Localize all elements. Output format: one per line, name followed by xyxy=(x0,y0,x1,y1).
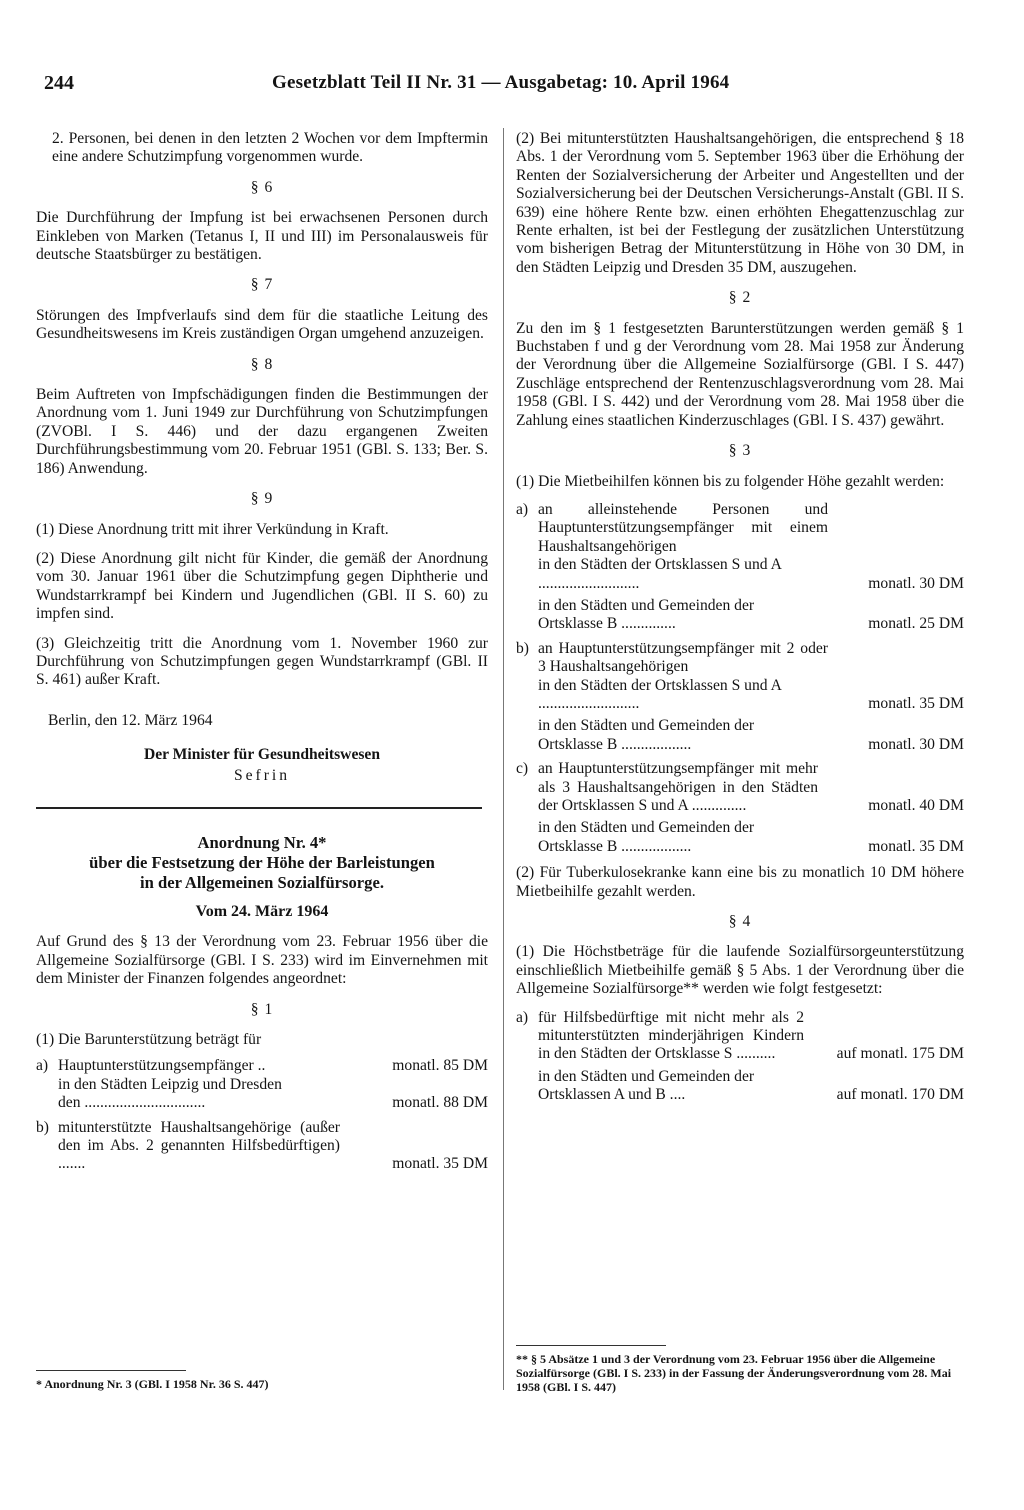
item-a-sub-1: in den Städten der Ortsklassen S und A .......................... xyxy=(538,556,781,592)
item-label: b) xyxy=(516,639,529,657)
footnote-right xyxy=(516,1345,964,1394)
item-b-text: an Hauptunterstützungsempfänger mit 2 oder 3 Haushaltsangehörigen xyxy=(538,639,828,676)
section-8-text: Beim Auftreten von Impfschädigungen finden die Bestimmungen der Anordnung vom 1. Juni 1949 zur Durchführung von Schutzimpfungen (ZVOBl. I S. 446) und der dazu ergangenen Zweiten Durchführungsbestimmung vom 20. Februar 1951 (GBl. S. 133; Ber. S. 186) Anwendung. xyxy=(36,386,488,477)
item-a-line-2: in den Städten Leipzig und Dresden xyxy=(58,1075,282,1093)
item-b-sub-2: in den Städten und Gemeinden der Ortsklasse B .................. xyxy=(538,717,755,753)
gazette-title: Gesetzblatt Teil II Nr. 31 — Ausgabetag: 10. April 1964 xyxy=(272,72,730,93)
item-label: c) xyxy=(516,760,529,778)
section-2-text: Zu den im § 1 festgesetzten Barunterstützungen werden gemäß § 1 Buchstaben f und g der Verordnung vom 28. Mai 1958 zur Änderung der Verordnung über die Allgemeine Sozialfürsorge (GBl. I S. 447) Zuschläge entsprechend der Rentenzuschlagsverordnung vom 28. Mai 1958 (GBl. I S. 442) und der Verordnung vom 28. Mai 1958 über die Zahlung eines staatlichen Kinderzuschlages (GBl. I S. 437) gewährt. xyxy=(516,319,964,429)
item-a-amount-1: monatl. 85 DM xyxy=(392,1057,488,1075)
item-b-amount: monatl. 35 DM xyxy=(392,1155,488,1173)
section-heading-3: § 3 xyxy=(728,442,752,460)
minister-title: Der Minister für Gesundheitswesen xyxy=(143,746,381,764)
section-heading-7: § 7 xyxy=(250,276,274,294)
section-6-text: Die Durchführung der Impfung ist bei erwachsenen Personen durch Einkleben von Marken (Tetanus I, II und III) im Personalausweis für deutsche Staatsbürger zu bestätigen. xyxy=(36,209,488,264)
signer-name: Sefrin xyxy=(233,766,291,784)
section-7-text: Störungen des Impfverlaufs sind dem für die staatliche Leitung des Gesundheitswesens im Kreis zuständigen Organ umgehend anzuzeigen. xyxy=(36,306,488,343)
item-a-sub-2: in den Städten und Gemeinden der Ortsklasse B .............. xyxy=(538,596,755,633)
section-heading-6: § 6 xyxy=(250,178,274,196)
section-3-para-1: (1) Die Mietbeihilfen können bis zu folgender Höhe gezahlt werden: xyxy=(516,472,945,490)
item-c-text: an Hauptunterstützungsempfänger mit mehr als 3 Haushaltsangehörigen in den Städten der Ortsklassen S und A .............. xyxy=(538,760,818,814)
section-separator xyxy=(36,807,482,809)
section-heading-2: § 2 xyxy=(728,289,752,307)
list-item-a xyxy=(36,1057,488,1112)
item-b-sub-1: in den Städten der Ortsklassen S und A .......................... xyxy=(538,676,781,712)
left-column xyxy=(36,130,488,1465)
item-a-amount-2: monatl. 25 DM xyxy=(868,615,964,633)
section-9-para-2: (2) Diese Anordnung gilt nicht für Kinder, die gemäß der Anordnung vom 30. Januar 1961 über die Schutzimpfung gegen Diphtherie und Wundstarrkrampf bei Kindern und Jugendlichen (GBl. II S. 60) zu impfen sind. xyxy=(36,549,488,623)
ordinance-title xyxy=(36,833,488,893)
item-c-amount-2: monatl. 35 DM xyxy=(868,837,964,855)
section-heading-4: § 4 xyxy=(728,913,752,931)
item-label: b) xyxy=(36,1118,49,1136)
item-a-line-2b: den ............................... xyxy=(58,1094,206,1112)
section-9-para-3: (3) Gleichzeitig tritt die Anordnung vom 1. November 1960 zur Durchführung von Schutzimpfungen gegen Wundstarrkrampf (GBl. II S. 461) außer Kraft. xyxy=(36,634,488,689)
footnote-text: * Anordnung Nr. 3 (GBl. I 1958 Nr. 36 S. 447) xyxy=(36,1377,269,1391)
item-label: a) xyxy=(36,1057,49,1075)
list-item-b xyxy=(36,1119,488,1174)
footnote-text: ** § 5 Absätze 1 und 3 der Verordnung vom 23. Februar 1956 über die Allgemeine Sozialfürsorge (GBl. I S. 233) in der Fassung der Änderungsverordnung vom 28. Mai 1958 (GBl. I S. 447) xyxy=(516,1352,952,1394)
item-c-sub-2: in den Städten und Gemeinden der Ortsklasse B .................. xyxy=(538,819,755,855)
ordinance-title-line-2: über die Festsetzung der Höhe der Barleistungen xyxy=(89,852,435,872)
section-heading-8: § 8 xyxy=(250,355,274,373)
section-heading-9: § 9 xyxy=(250,490,274,508)
footnote-left xyxy=(36,1370,488,1391)
column-divider xyxy=(503,128,504,1390)
item-a-text: an alleinstehende Personen und Hauptunterstützungsempfänger mit einem Haushaltsangehörigen xyxy=(538,500,828,555)
footnote-rule xyxy=(36,1370,186,1371)
footnote-rule xyxy=(516,1345,666,1346)
item-a-line-1: Hauptunterstützungsempfänger .. xyxy=(58,1057,266,1075)
section-1-para-2: (2) Bei mitunterstützten Haushaltsangehörigen, die entsprechend § 18 Abs. 1 der Verordnung vom 5. September 1963 über die Erhöhung der Renten der Sozialversicherung der Arbeiter und Angestellten und der Sozialversicherung bei der Deutschen Versicherungs-Anstalt (GBl. II S. 639) eine höhere Rente bzw. einen erhöhten Ehegattenzuschlag zur Rente erhalten, ist bei der Festlegung der zusätzlichen Unterstützung vom bisherigen Betrag der Mitunterstützung in Höhe von 30 DM, in den Städten Leipzig und Dresden 35 DM, auszugehen. xyxy=(516,130,964,276)
item-b-text: mitunterstützte Haushaltsangehörige (außer den im Abs. 2 genannten Hilfsbedürftigen) ....... xyxy=(58,1118,340,1173)
section-9-para-1: (1) Diese Anordnung tritt mit ihrer Verkündung in Kraft. xyxy=(36,520,389,538)
section-1-para-1: (1) Die Barunterstützung beträgt für xyxy=(36,1031,262,1048)
ordinance-title-line-1: Anordnung Nr. 4* xyxy=(197,832,327,852)
list-item-c xyxy=(516,760,964,856)
item-b-amount-1: monatl. 35 DM xyxy=(868,694,964,712)
ordinance-title-line-3: in der Allgemeinen Sozialfürsorge. xyxy=(140,872,384,892)
list-item-a xyxy=(516,501,964,634)
list-item-a xyxy=(516,1009,964,1105)
preamble: Auf Grund des § 13 der Verordnung vom 23. Februar 1956 über die Allgemeine Sozialfürsorge (GBl. I S. 233) wird im Einvernehmen mit dem Minister der Finanzen folgendes angeordnet: xyxy=(36,933,488,988)
list-item-b xyxy=(516,640,964,754)
item-s4a-amount-2: auf monatl. 170 DM xyxy=(836,1086,964,1104)
item-s4a-amount-1: auf monatl. 175 DM xyxy=(836,1045,964,1063)
page-header xyxy=(44,72,960,98)
item-c-amount-1: monatl. 40 DM xyxy=(868,797,964,814)
ordinance-date: Vom 24. März 1964 xyxy=(195,902,329,920)
section-4-para-1: (1) Die Höchstbeträge für die laufende Sozialfürsorgeunterstützung einschließlich Mietbeihilfe gemäß § 5 Abs. 1 der Verordnung über die Allgemeine Sozialfürsorge** werden wie folgt festgesetzt: xyxy=(516,943,964,998)
item-s4a-sub-2: in den Städten und Gemeinden der Ortsklassen A und B .... xyxy=(538,1067,755,1104)
section-3-para-2: (2) Für Tuberkulosekranke kann eine bis zu monatlich 10 DM höhere Mietbeihilfe gezahlt werden. xyxy=(516,864,964,900)
item-label: a) xyxy=(516,1008,529,1026)
page-number: 244 xyxy=(44,72,74,94)
item-a-amount-2: monatl. 88 DM xyxy=(392,1094,488,1112)
right-column xyxy=(516,130,964,1400)
section-heading-1: § 1 xyxy=(250,1000,274,1018)
place-and-date: Berlin, den 12. März 1964 xyxy=(48,711,213,729)
item-b-amount-2: monatl. 30 DM xyxy=(868,735,964,753)
item-a-amount-1: monatl. 30 DM xyxy=(868,574,964,592)
list-item-2: 2. Personen, bei denen in den letzten 2 Wochen vor dem Impftermin eine andere Schutzimpfung vorgenommen wurde. xyxy=(52,130,488,166)
item-label: a) xyxy=(516,500,529,518)
item-s4a-text: für Hilfsbedürftige mit nicht mehr als 2 mitunterstützten minderjährigen Kindern in den Städten der Ortsklasse S .......... xyxy=(538,1008,804,1063)
